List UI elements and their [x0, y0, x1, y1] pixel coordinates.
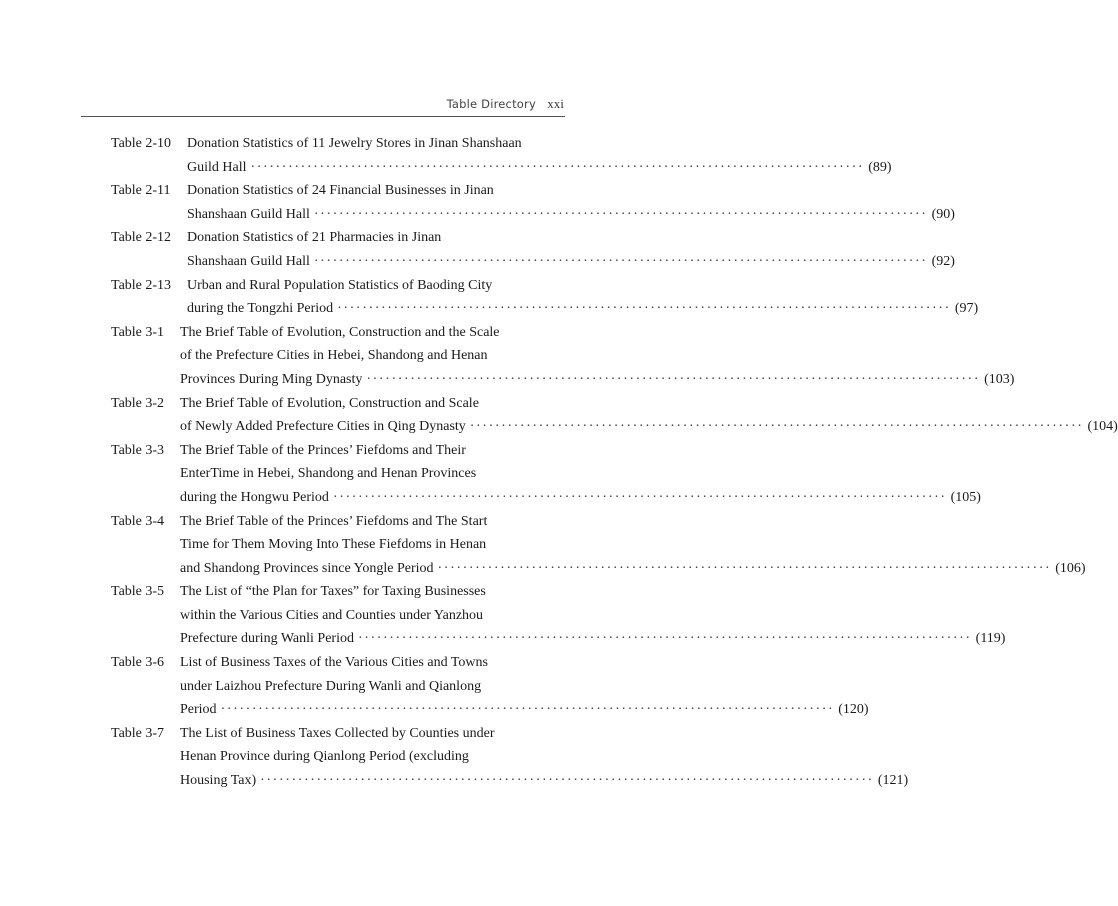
entry-title-line: Shanshaan Guild Hall [187, 206, 310, 222]
entry-last-line [180, 769, 909, 793]
entry-page-number: (121) [877, 773, 909, 789]
entry-page-number: (97) [954, 301, 979, 317]
entry-title-line: Housing Tax) [180, 773, 257, 789]
dot-leader: ·································································································· [337, 301, 951, 317]
toc-entry[interactable] [111, 179, 955, 226]
entry-page-number: (103) [984, 371, 1015, 387]
entry-title-line: Provinces During Ming Dynasty [180, 371, 363, 387]
entry-number: Table 2-12 [111, 230, 172, 246]
running-head [447, 96, 564, 112]
entry-title-line: Shanshaan Guild Hall [187, 253, 310, 269]
entry-last-line [180, 368, 1015, 392]
entry-title-line: The List of Business Taxes Collected by Counties under [180, 725, 495, 741]
toc-entry[interactable] [111, 274, 979, 321]
entry-page-number: (92) [931, 253, 955, 269]
dot-leader: ·································································································· [220, 702, 835, 718]
entry-title-line: Henan Province during Qianlong Period (excluding [180, 749, 469, 765]
entry-last-line [180, 627, 1006, 651]
entry-last-line [187, 250, 955, 274]
toc-entry[interactable] [111, 321, 1015, 392]
toc-entry[interactable] [111, 439, 981, 510]
entry-title-line: Time for Them Moving Into These Fiefdoms in Henan [180, 537, 487, 553]
entry-title-line: Prefecture during Wanli Period [180, 631, 354, 647]
entry-last-line [180, 557, 1086, 581]
entry-title-line: The Brief Table of the Princes’ Fiefdoms and Their [180, 442, 466, 458]
entry-title-line: The Brief Table of Evolution, Construction and the Scale [180, 324, 500, 340]
entry-page-number: (119) [975, 631, 1006, 647]
entry-title-line: Urban and Rural Population Statistics of Baoding City [187, 277, 493, 293]
entry-title-line: The Brief Table of the Princes’ Fiefdoms and The Start [180, 513, 488, 529]
entry-number: Table 3-5 [111, 584, 165, 600]
dot-leader: ·································································································· [437, 560, 1052, 576]
entry-title-line: under Laizhou Prefecture During Wanli and Qianlong [180, 678, 482, 694]
entry-page-number: (120) [838, 702, 869, 718]
entry-number: Table 2-11 [111, 183, 171, 199]
entry-title-line: List of Business Taxes of the Various Cities and Towns [180, 655, 488, 671]
entry-number: Table 3-1 [111, 324, 165, 340]
entry-title-line: within the Various Cities and Counties under Yanzhou [180, 607, 484, 623]
entry-title-line: The List of “the Plan for Taxes” for Taxing Businesses [180, 584, 486, 600]
dot-leader: ·································································································· [469, 419, 1084, 435]
toc-entry[interactable] [111, 132, 892, 179]
entry-number: Table 3-3 [111, 442, 165, 458]
entry-title [180, 439, 981, 510]
dot-leader: ·································································································· [313, 253, 928, 269]
entry-title-line: and Shandong Provinces since Yongle Period [180, 560, 434, 576]
entry-title [187, 274, 979, 321]
entry-last-line [180, 486, 981, 510]
entry-title-line: EnterTime in Hebei, Shandong and Henan Provinces [180, 466, 477, 482]
entry-title [180, 321, 1015, 392]
entry-number: Table 2-13 [111, 277, 172, 293]
toc-entry[interactable] [111, 510, 1086, 581]
entry-title [180, 580, 1006, 651]
entry-title [180, 651, 869, 722]
table-directory-list [111, 132, 1118, 793]
toc-entry[interactable] [111, 226, 955, 273]
entry-number: Table 3-6 [111, 655, 165, 671]
dot-leader: ·································································································· [366, 371, 981, 387]
entry-last-line [180, 698, 869, 722]
entry-title [187, 179, 955, 226]
dot-leader: ·································································································· [260, 773, 874, 789]
toc-entry[interactable] [111, 580, 1006, 651]
entry-title [187, 132, 892, 179]
running-head-title: Table Directory [446, 97, 536, 111]
entry-number: Table 3-4 [111, 513, 165, 529]
entry-number: Table 3-2 [111, 395, 165, 411]
entry-number: Table 3-7 [111, 725, 165, 741]
entry-last-line [187, 156, 892, 180]
toc-entry[interactable] [111, 392, 1118, 439]
header-rule [81, 116, 565, 117]
entry-title-line: of the Prefecture Cities in Hebei, Shandong and Henan [180, 348, 488, 364]
entry-title-line: Donation Statistics of 21 Pharmacies in Jinan [187, 230, 442, 246]
entry-page-number: (106) [1055, 560, 1086, 576]
dot-leader: ·································································································· [332, 489, 947, 505]
page-number: xxi [547, 97, 564, 111]
toc-entry[interactable] [111, 722, 909, 793]
dot-leader: ·································································································· [250, 159, 865, 175]
dot-leader: ·································································································· [357, 631, 972, 647]
entry-title-line: Guild Hall [187, 159, 247, 175]
entry-title [187, 226, 955, 273]
entry-page-number: (104) [1087, 419, 1118, 435]
dot-leader: ·································································································· [313, 206, 928, 222]
entry-title [180, 510, 1086, 581]
entry-title [180, 392, 1118, 439]
entry-last-line [187, 203, 955, 227]
entry-last-line [187, 297, 979, 321]
entry-title [180, 722, 909, 793]
entry-title-line: Period [180, 702, 217, 718]
entry-number: Table 2-10 [111, 136, 172, 151]
entry-page-number: (105) [950, 489, 981, 505]
entry-title-line: Donation Statistics of 24 Financial Businesses in Jinan [187, 183, 494, 199]
entry-title-line: The Brief Table of Evolution, Construction and Scale [180, 395, 479, 411]
toc-entry[interactable] [111, 651, 869, 722]
entry-title-line: during the Hongwu Period [180, 489, 329, 505]
entry-title-line: during the Tongzhi Period [187, 301, 334, 317]
entry-title-line: of Newly Added Prefecture Cities in Qing Dynasty [180, 419, 466, 435]
entry-page-number: (89) [868, 159, 892, 175]
entry-title-line: Donation Statistics of 11 Jewelry Stores in Jinan Shanshaan [187, 136, 522, 151]
entry-page-number: (90) [931, 206, 955, 222]
entry-last-line [180, 415, 1118, 439]
